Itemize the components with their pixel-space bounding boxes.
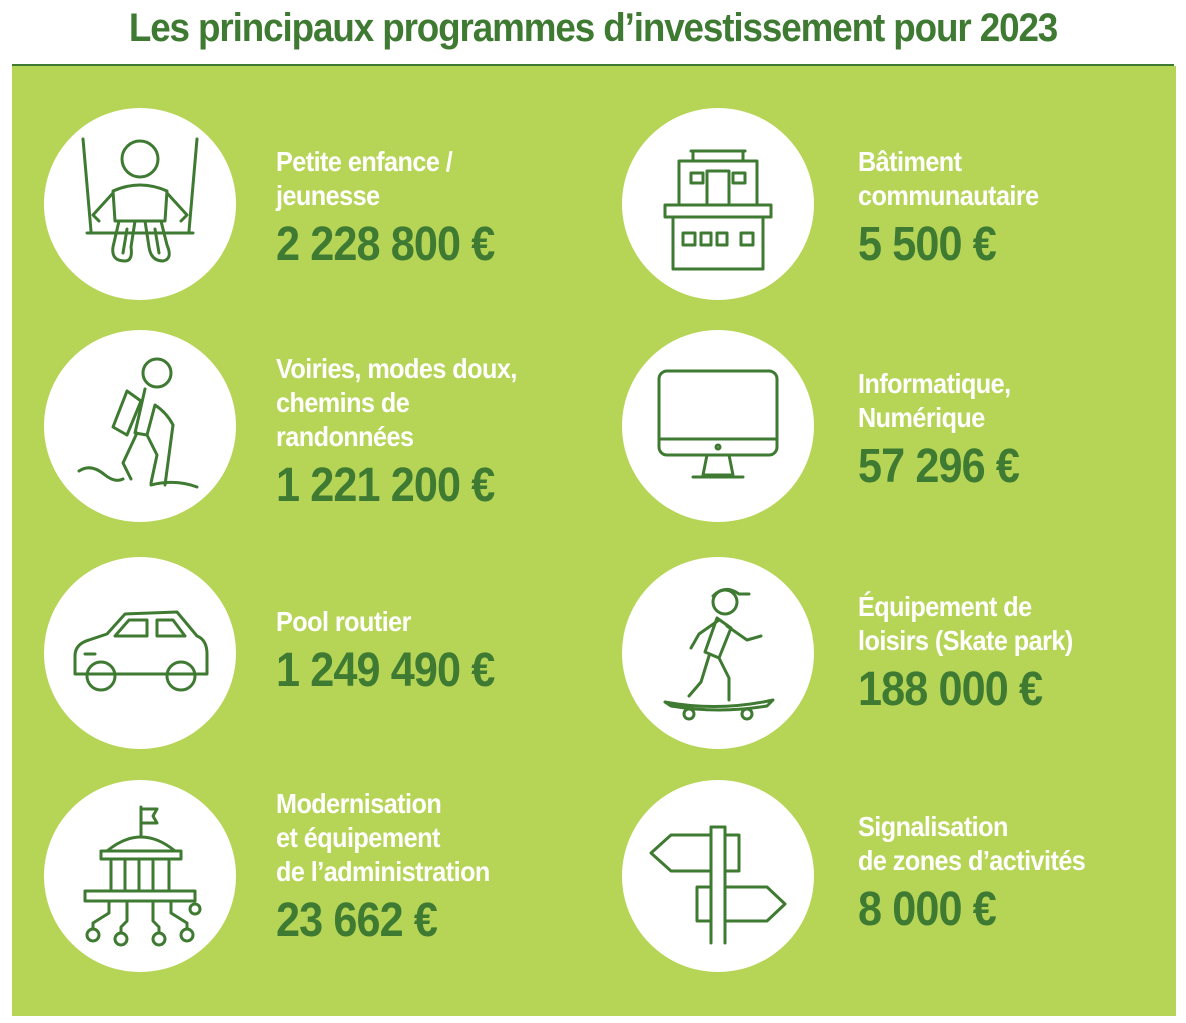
program-amount: 188 000 € bbox=[858, 663, 1043, 716]
program-amount: 57 296 € bbox=[858, 440, 1019, 493]
skateboarder-icon bbox=[622, 557, 814, 749]
program-label: et équipement bbox=[276, 822, 440, 853]
program-amount: 2 228 800 € bbox=[276, 218, 495, 271]
page-title: Les principaux programmes d’investissement pour 2023 bbox=[128, 6, 1058, 50]
program-amount: 1 249 490 € bbox=[276, 644, 495, 697]
program-label: de l’administration bbox=[276, 856, 490, 887]
program-label: chemins de bbox=[276, 387, 410, 418]
program-label: Numérique bbox=[858, 402, 985, 433]
swing-child-icon bbox=[44, 108, 236, 300]
program-label: jeunesse bbox=[276, 180, 380, 211]
car-icon bbox=[44, 557, 236, 749]
program-amount: 23 662 € bbox=[276, 894, 437, 947]
program-label: Bâtiment bbox=[858, 146, 962, 177]
program-label: loisirs (Skate park) bbox=[858, 625, 1073, 656]
program-label: Pool routier bbox=[276, 606, 411, 637]
hiker-icon bbox=[44, 330, 236, 522]
building-icon bbox=[622, 108, 814, 300]
signpost-icon bbox=[622, 780, 814, 972]
program-amount: 1 221 200 € bbox=[276, 459, 495, 512]
program-amount: 8 000 € bbox=[858, 883, 996, 936]
program-label: Voiries, modes doux, bbox=[276, 353, 517, 384]
program-label: Informatique, bbox=[858, 368, 1011, 399]
digital-administration-icon bbox=[44, 780, 236, 972]
program-label: communautaire bbox=[858, 180, 1039, 211]
program-label: Petite enfance / bbox=[276, 146, 453, 177]
program-label: Modernisation bbox=[276, 788, 442, 819]
program-label: randonnées bbox=[276, 421, 414, 452]
monitor-icon bbox=[622, 330, 814, 522]
program-label: de zones d’activités bbox=[858, 845, 1086, 876]
program-label: Équipement de bbox=[858, 591, 1032, 622]
program-label: Signalisation bbox=[858, 811, 1008, 842]
program-amount: 5 500 € bbox=[858, 218, 996, 271]
